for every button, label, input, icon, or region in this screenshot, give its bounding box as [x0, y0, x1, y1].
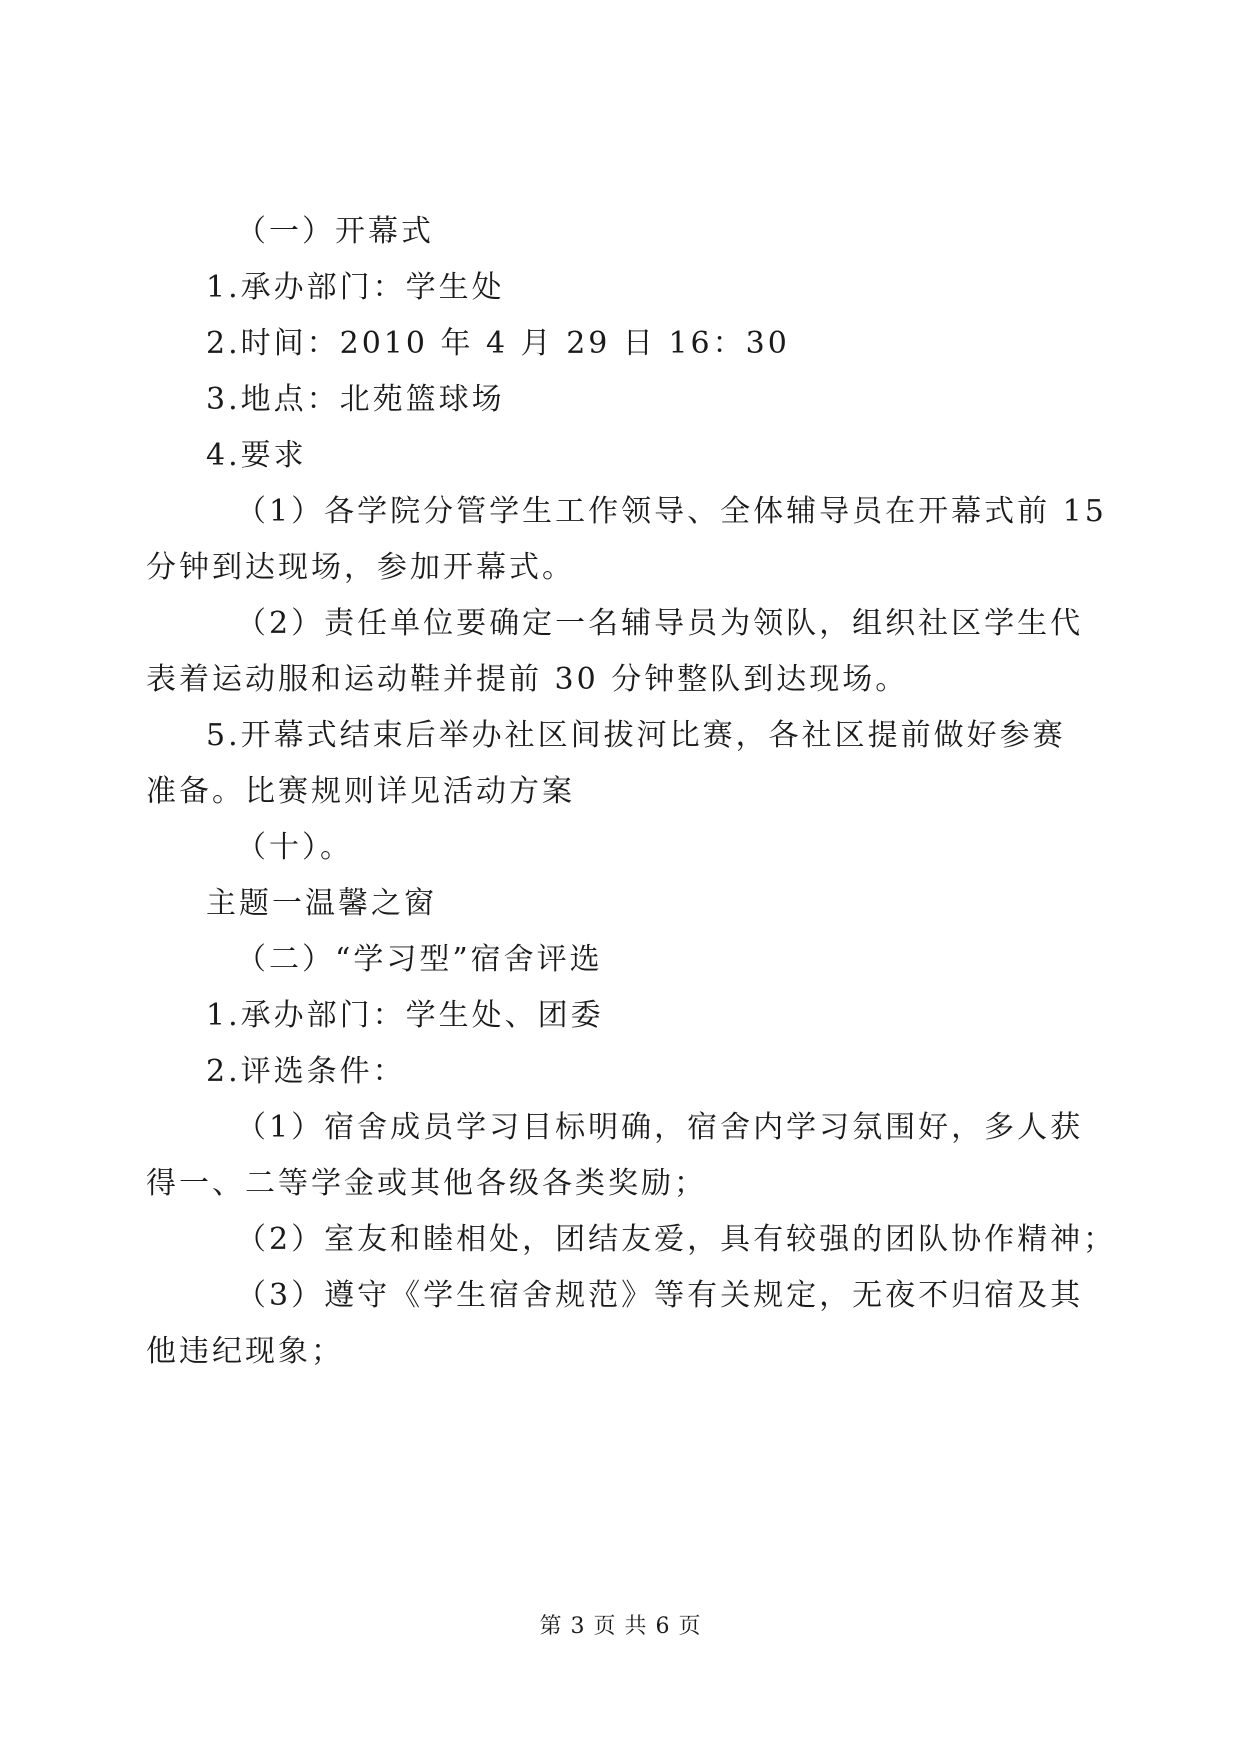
paragraph-line: （十）。 [236, 830, 353, 865]
paragraph-line: （2）室友和睦相处，团结友爱，具有较强的团队协作精神； [236, 1222, 1117, 1257]
paragraph-line: 1.承办部门：学生处、团委 [206, 998, 604, 1033]
paragraph-line: 1.承办部门：学生处 [206, 270, 505, 305]
paragraph-line: 4.要求 [206, 438, 307, 473]
paragraph-line: （1）各学院分管学生工作领导、全体辅导员在开幕式前 15 [236, 494, 1107, 529]
paragraph-line: 5.开幕式结束后举办社区间拔河比赛，各社区提前做好参赛 [206, 718, 1066, 753]
section-heading-opening: （一）开幕式 [236, 214, 434, 249]
paragraph-line: （2）责任单位要确定一名辅导员为领队，组织社区学生代 [236, 606, 1084, 641]
paragraph-line: 3.地点：北苑篮球场 [206, 382, 505, 417]
paragraph-line: 2.时间：2010 年 4 月 29 日 16：30 [206, 326, 790, 361]
paragraph-line: 表着运动服和运动鞋并提前 30 分钟整队到达现场。 [146, 662, 909, 697]
page-number-footer: 第 3 页 共 6 页 [539, 1614, 702, 1639]
paragraph-line: 他违纪现象； [146, 1334, 344, 1369]
paragraph-line: 分钟到达现场，参加开幕式。 [146, 550, 575, 585]
paragraph-line: 准备。比赛规则详见活动方案 [146, 774, 575, 809]
section-heading-dorm-selection: （二）“学习型”宿舍评选 [236, 942, 603, 977]
paragraph-line: （3）遵守《学生宿舍规范》等有关规定，无夜不归宿及其 [236, 1278, 1084, 1313]
theme-heading: 主题一温馨之窗 [206, 886, 437, 921]
paragraph-line: 得一、二等学金或其他各级各类奖励； [146, 1166, 707, 1201]
paragraph-line: （1）宿舍成员学习目标明确，宿舍内学习氛围好，多人获 [236, 1110, 1084, 1145]
paragraph-line: 2.评选条件： [206, 1054, 406, 1089]
